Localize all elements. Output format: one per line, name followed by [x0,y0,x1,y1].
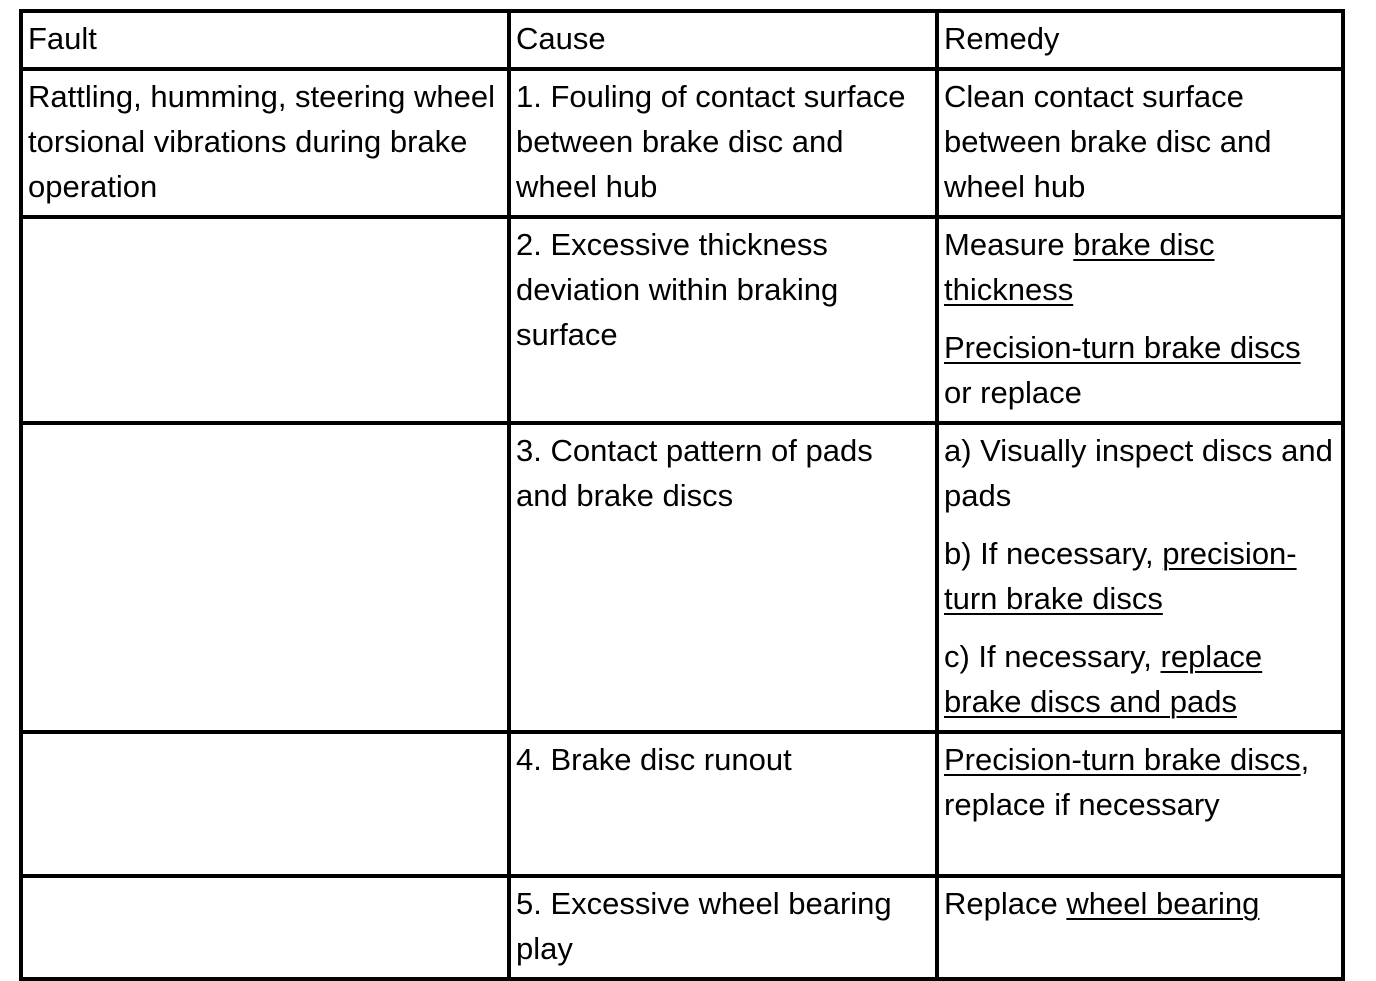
cause-cell: 5. Excessive wheel bearing play [509,876,937,979]
remedy-paragraph [944,222,1335,312]
header-fault: Fault [21,11,509,69]
remedy-paragraph [944,737,1335,827]
fault-cell [21,217,509,423]
remedy-text: Clean contact surface between brake disc and wheel hub [944,79,1272,204]
cause-cell: 2. Excessive thickness deviation within braking surface [509,217,937,423]
fault-cause-remedy-table [19,9,1345,981]
remedy-cell [937,217,1343,423]
remedy-link[interactable]: Precision-turn brake discs [944,330,1301,365]
remedy-cell [937,69,1343,217]
remedy-text: b) If necessary, [944,536,1163,571]
remedy-text: , replace if necessary [944,742,1310,822]
table-row [21,69,1343,217]
remedy-paragraph [944,881,1335,926]
remedy-link[interactable]: wheel bearing [1066,886,1260,921]
table-row [21,423,1343,732]
remedy-text: or replace [944,375,1082,410]
remedy-cell [937,876,1343,979]
remedy-text: a) Visually inspect discs and pads [944,433,1333,513]
fault-cell [21,876,509,979]
table-row [21,876,1343,979]
remedy-paragraph [944,74,1335,209]
remedy-link[interactable]: precision-turn brake discs [944,536,1297,616]
remedy-link[interactable]: replace brake discs and pads [944,639,1263,719]
remedy-paragraph [944,531,1335,621]
remedy-paragraph [944,634,1335,724]
cause-cell: 3. Contact pattern of pads and brake discs [509,423,937,732]
table-body [21,11,1343,979]
table-row [21,732,1343,876]
remedy-paragraph [944,325,1335,415]
header-cause: Cause [509,11,937,69]
fault-cell: Rattling, humming, steering wheel torsional vibrations during brake operation [21,69,509,217]
remedy-paragraph [944,428,1335,518]
remedy-text: Measure [944,227,1074,262]
cause-cell: 4. Brake disc runout [509,732,937,876]
remedy-text: Replace [944,886,1067,921]
header-remedy: Remedy [937,11,1343,69]
remedy-cell [937,423,1343,732]
table-row [21,217,1343,423]
header-row [21,11,1343,69]
cause-cell: 1. Fouling of contact surface between brake disc and wheel hub [509,69,937,217]
remedy-text: c) If necessary, [944,639,1161,674]
remedy-link[interactable]: brake disc thickness [944,227,1215,307]
fault-cell [21,423,509,732]
remedy-link[interactable]: Precision-turn brake discs [944,742,1301,777]
fault-cell [21,732,509,876]
remedy-cell [937,732,1343,876]
